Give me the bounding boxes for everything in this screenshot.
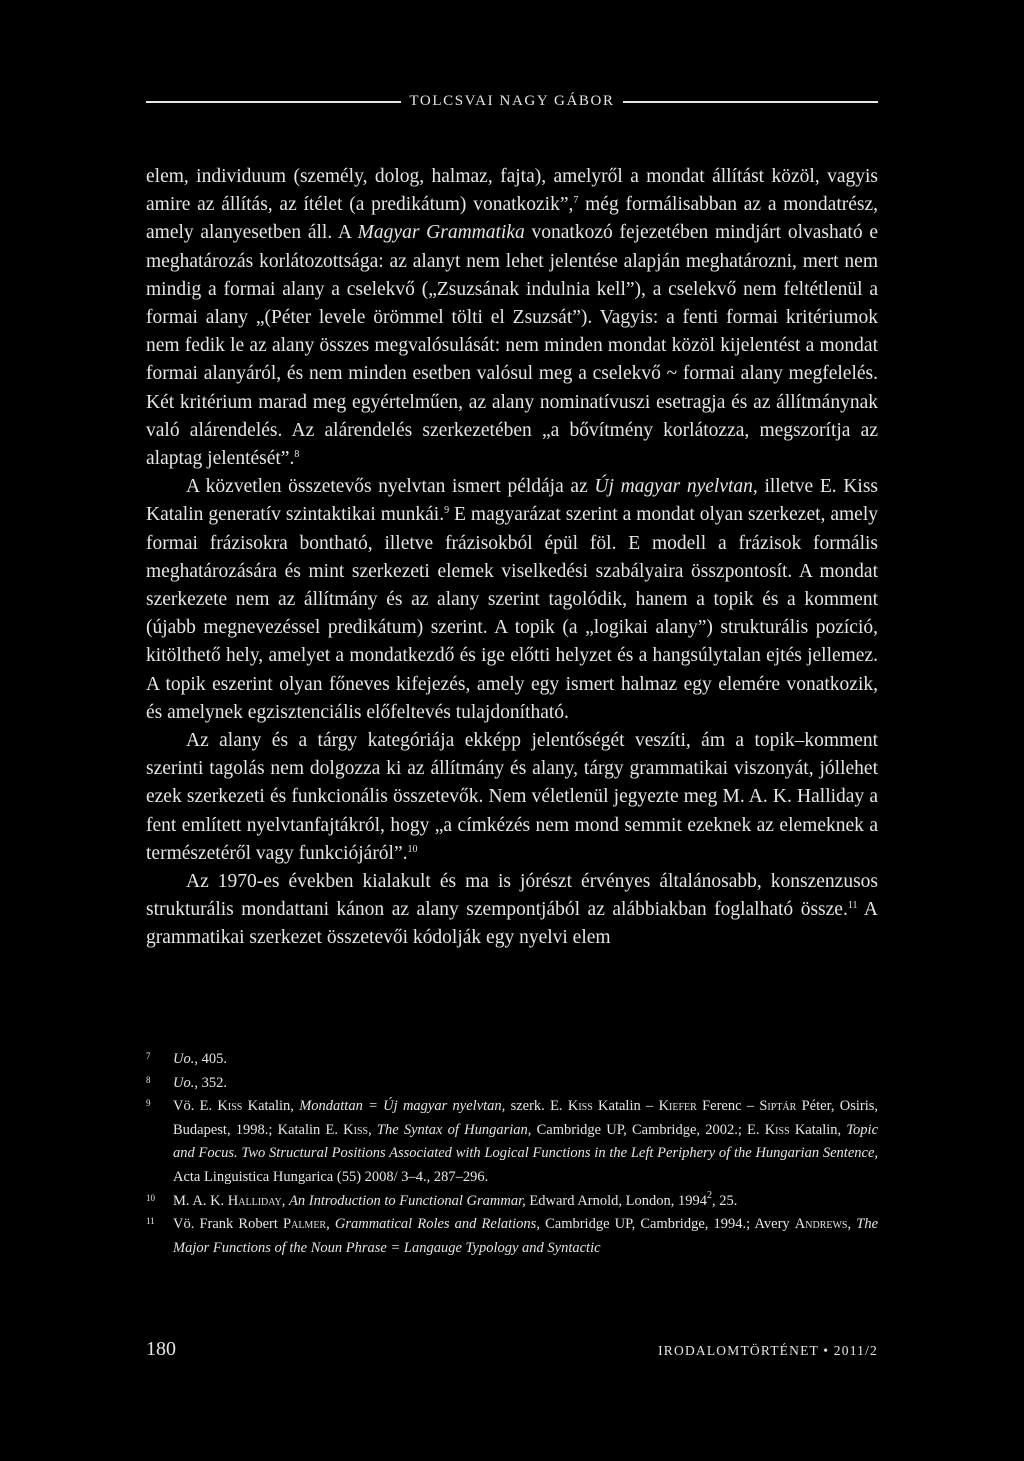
text-run: elem, individuum (személy, dolog, halmaz, fajta), amelyről a mondat állítást közöl, vagyis amire az állítás, az ítélet (a predikátum) vonatkozik”, [146,166,878,216]
footnote-ref-10[interactable]: 10 [407,843,418,855]
text-run: Edward Arnold, London, 1994 [525,1192,707,1209]
text-run: Az alany és a tárgy kategóriája ekképp jelentőségét veszíti, ám a topik–komment szerinti tagolás nem dolgozza ki az állítmány és alany, tárgy grammatikai viszonyát, jóllehet ezek szerkezeti és funkcionális összetevők. Nem véletlenül jegyezte meg M. A. K. Halliday a fent említett nyelvtanfajtákról, hogy „a címkézés nem mond semmit ezeknek az elemeknek a természetéről vagy funkciójáról”. [146,730,878,864]
text-run: , 25. [711,1192,738,1209]
paragraph-3 [146,727,878,868]
author-surname: Kiss [343,1121,369,1138]
text-run: , Cambridge UP, Cambridge, 2002.; E. [527,1121,765,1138]
footnote-text [173,1095,878,1189]
author-surname: Kiss [217,1098,243,1115]
text-run: A grammatikai szerkezet összetevői kódolják egy nyelvi elem [146,899,879,949]
text-run: Az 1970-es években kialakult és ma is jórészt érvényes általánosabb, konszenzusos strukturális mondattani kánon az alany szempontjából az alábbiakban foglalható össze. [146,871,878,921]
text-run: illetve E. Kiss Katalin generatív szintaktikai munkái. [146,476,878,526]
text-run: , 352. [194,1074,227,1091]
text-run: Katalin, [789,1121,847,1138]
footnote-number: 7 [146,1051,151,1061]
italic-title: The Major Functions of the Noun Phrase = Langauge Typology and Syntactic [173,1216,878,1256]
footnote-ref-9[interactable]: 9 [444,505,450,517]
text-run: A közvetlen összetevős nyelvtan ismert példája az [186,476,595,498]
italic-title: Mondattan = Új magyar nyelvtan, [299,1098,506,1115]
footnote-number: 9 [146,1098,151,1109]
italic-title: An Introduction to Functional Grammar, [289,1192,526,1209]
footnote-ref-11[interactable]: 11 [847,900,858,912]
italic-title: Grammatical Roles and Relations, [334,1216,540,1233]
footnote-9 [146,1095,878,1189]
footnote-number: 8 [146,1074,151,1085]
paragraph-4 [146,868,878,953]
text-run: Vö. Frank Robert [173,1216,284,1233]
italic-title: The Syntax of Hungarian [376,1121,528,1138]
author-surname: Siptár [759,1098,797,1115]
text-run: Vö. E. [173,1098,218,1115]
paragraph-1 [146,163,878,473]
author-surname: Palmer [283,1216,327,1233]
text-run: , [847,1216,857,1233]
footnote-number: 10 [146,1192,155,1203]
italic-title: Magyar Grammatika [357,222,525,244]
ibid: Uo. [173,1074,195,1091]
text-run: Katalin – [592,1098,659,1115]
text-run: , [368,1121,377,1138]
text-run: Ferenc – [696,1098,760,1115]
text-run: Acta Linguistica Hungarica (55) 2008/ 3–4., 287–296. [173,1168,489,1185]
body-text [146,163,878,953]
page-footer [146,1338,878,1361]
footnote-7 [146,1048,878,1072]
author-surname: Halliday [227,1192,282,1209]
author-surname: Kiss [764,1121,790,1138]
footnote-ref-7[interactable]: 7 [573,195,579,207]
text-run: vonatkozó fejezetében mindjárt olvasható e meghatározás korlátozottsága: az alanyt nem lehet jelentése alapján meghatározni, mert nem mindig a formai alany a cselekvő („Zsuzsának indulnia kell”), a cselekvő nem feltétlenül a formai alany „(Péter levele örömmel tölti el Zsuzsát”). Vagyis: a fenti formai kritériumok nem fedik le az alany összes megvalósulását: nem minden mondat közöl kijelentést a mondat formai alanyáról, és nem minden esetben valósul meg a cselekvő ~ formai alany megfelelés. Két kritérium marad meg egyértelműen, az alany nominatívuszi esetragja és az állítmánynak való alárendelés. Az alárendelés szerkezetében „a bővítmény korlátozza, megszorítja az alaptag jelentését”. [146,222,878,470]
footnote-text [173,1072,878,1096]
text-run: , 405. [194,1051,227,1067]
text-run: E magyarázat szerint a mondat olyan szerkezet, amely formai frázisokra bontható, illetve frázisokból épül föl. E modell a frázisok formális meghatározására és mint szerkezeti elemek viselkedési szabályaira összpontosít. A mondat szerkezete nem az állítmány és az alany szerint tagolódik, hanem a topik és a komment (újabb megnevezéssel predikátum) szerint. A topik (a „logikai alany”) strukturális pozíció, kitölthető hely, amelyet a mondatkezdő és ige előtti helyzet és a hangsúlytalan ejtés jellemez. A topik eszerint olyan főneves kifejezés, amely egy ismert halmaz egy elemére vonatkozik, és amelynek egzisztenciális előfeltevés tulajdonítható. [146,504,878,723]
footnote-10 [146,1190,878,1214]
text-run: még formálisabban az a mondatrész, amely alanyesetben áll. A [146,194,879,244]
journal-name: IRODALOMTÖRTÉNET • 2011/2 [658,1343,878,1358]
header-rule-right [623,101,878,103]
text-run: , [281,1192,290,1209]
text-run: , [326,1216,335,1233]
text-run: szerk. E. [505,1098,568,1115]
footnote-8 [146,1072,878,1096]
text-run: M. A. K. [173,1192,228,1209]
ibid: Uo. [173,1051,195,1067]
header-rule-left [146,101,401,103]
paragraph-2 [146,473,878,727]
italic-title: Topic and Focus. Two Structural Positions Associated with Logical Functions in the Left Periphery of the Hungarian Sentence, [173,1121,879,1162]
footnote-11 [146,1213,878,1260]
running-head [146,93,878,110]
author-surname: Kiefer [658,1098,697,1115]
text-run: Cambridge UP, Cambridge, 1994.; Avery [539,1216,795,1233]
text-run: Péter, Osiris, Budapest, 1998.; Katalin E. [173,1098,878,1138]
footnote-text [173,1213,878,1260]
page-number: 180 [146,1338,176,1360]
italic-title: Új magyar nyelvtan, [594,476,758,498]
footnote-text [173,1048,878,1072]
running-head-author: TOLCSVAI NAGY GÁBOR [409,93,615,109]
footnote-number: 11 [146,1216,155,1227]
footnote-ref-8[interactable]: 8 [294,449,300,461]
text-run: Katalin, [242,1098,300,1115]
author-surname: Kiss [567,1098,593,1115]
footnote-text [173,1190,878,1214]
footnotes [146,1048,878,1260]
edition-superscript: 2 [706,1189,712,1201]
author-surname: Andrews [794,1216,848,1233]
